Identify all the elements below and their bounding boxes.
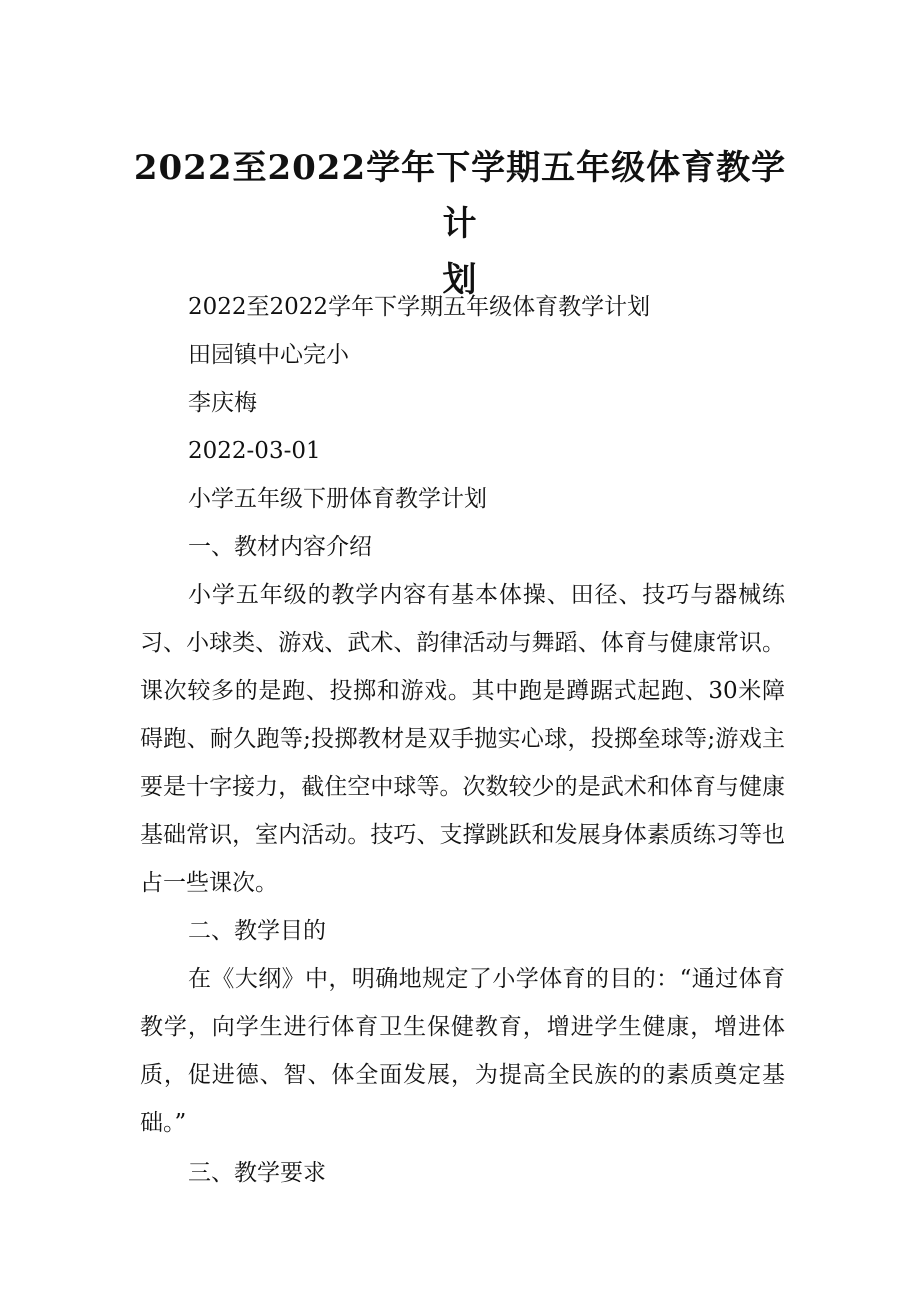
section-heading-requirements: 三、教学要求 xyxy=(188,1160,326,1186)
author-line: 李庆梅 xyxy=(188,390,257,416)
school-line: 田园镇中心完小 xyxy=(188,342,349,368)
title-line-2: 划 xyxy=(442,260,478,300)
section-paragraph-goals: 在《大纲》中，明确地规定了小学体育的目的：“通过体育教学，向学生进行体育卫生保健教育，增进学生健康，增进体质，促进德、智、体全面发展，为提高全民族的的素质奠定基础。” xyxy=(140,966,785,1136)
section-heading-goals: 二、教学目的 xyxy=(188,918,326,944)
plan-name-line: 小学五年级下册体育教学计划 xyxy=(188,486,487,512)
title-line-1: 2022至2022学年下学期五年级体育教学计 xyxy=(133,148,787,244)
section-heading-materials: 一、教材内容介绍 xyxy=(188,534,372,560)
subtitle-line: 2022至2022学年下学期五年级体育教学计划 xyxy=(188,294,651,320)
date-line: 2022-03-01 xyxy=(188,438,321,464)
document-body xyxy=(140,283,785,1197)
section-paragraph-materials: 小学五年级的教学内容有基本体操、田径、技巧与器械练习、小球类、游戏、武术、韵律活动与舞蹈、体育与健康常识。课次较多的是跑、投掷和游戏。其中跑是蹲踞式起跑、30米障碍跑、耐久跑等;投掷教材是双手抛实心球，投掷垒球等;游戏主要是十字接力，截住空中球等。次数较少的是武术和体育与健康基础常识，室内活动。技巧、支撑跳跃和发展身体素质练习等也占一些课次。 xyxy=(140,582,785,896)
